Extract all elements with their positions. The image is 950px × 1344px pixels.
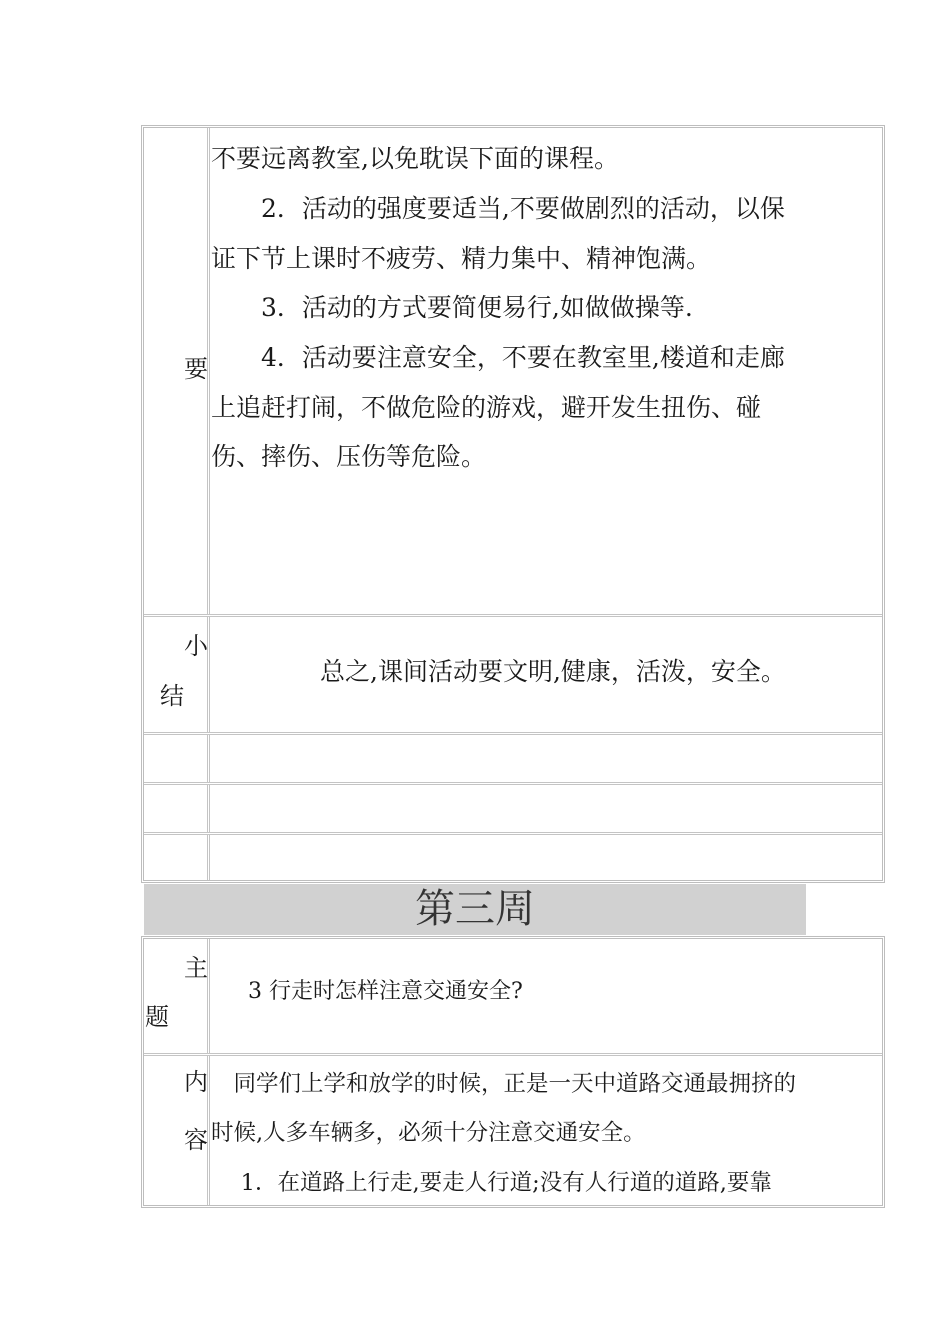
empty-row <box>144 785 882 835</box>
column-divider <box>207 735 210 782</box>
topic-label-2: 题 <box>145 1003 169 1031</box>
requirements-line: 证下节上课时不疲劳、精力集中、精神饱满。 <box>211 244 712 273</box>
content-row <box>144 1056 882 1205</box>
content-line: 时候,人多车辆多，必须十分注意交通安全。 <box>211 1120 646 1146</box>
week-title: 第三周 <box>415 886 535 932</box>
column-divider <box>207 835 210 880</box>
requirements-line: 2．活动的强度要适当,不要做剧烈的活动，以保 <box>211 194 785 223</box>
requirements-line: 不要远离教室,以免耽误下面的课程。 <box>211 144 619 173</box>
content-label-1: 内 <box>184 1068 208 1096</box>
activity-table <box>141 125 885 883</box>
content-line: 1．在道路上行走,要走人行道;没有人行道的道路,要靠 <box>211 1170 772 1196</box>
empty-row <box>144 835 882 880</box>
requirements-line: 上追赶打闹，不做危险的游戏，避开发生扭伤、碰 <box>211 393 762 422</box>
summary-text: 总之,课间活动要文明,健康，活泼，安全。 <box>320 657 786 686</box>
summary-label-2: 结 <box>160 682 184 710</box>
content-label-2: 容 <box>184 1126 208 1154</box>
requirements-line: 伤、摔伤、压伤等危险。 <box>211 442 487 471</box>
column-divider <box>207 785 210 832</box>
requirements-label: 要 <box>184 355 208 383</box>
content-line: 同学们上学和放学的时候，正是一天中道路交通最拥挤的 <box>211 1071 797 1097</box>
empty-row <box>144 735 882 785</box>
topic-text: 3 行走时怎样注意交通安全? <box>248 979 523 1004</box>
requirements-line: 3．活动的方式要简便易行,如做做操等. <box>211 293 693 322</box>
topic-label-1: 主 <box>184 954 208 982</box>
lesson-table <box>141 936 885 1208</box>
topic-row <box>144 939 882 1056</box>
summary-row <box>144 617 882 735</box>
summary-label-1: 小 <box>184 632 208 660</box>
requirements-line: 4．活动要注意安全，不要在教室里,楼道和走廊 <box>211 343 785 372</box>
week-header <box>144 884 806 935</box>
requirements-row <box>144 128 882 617</box>
